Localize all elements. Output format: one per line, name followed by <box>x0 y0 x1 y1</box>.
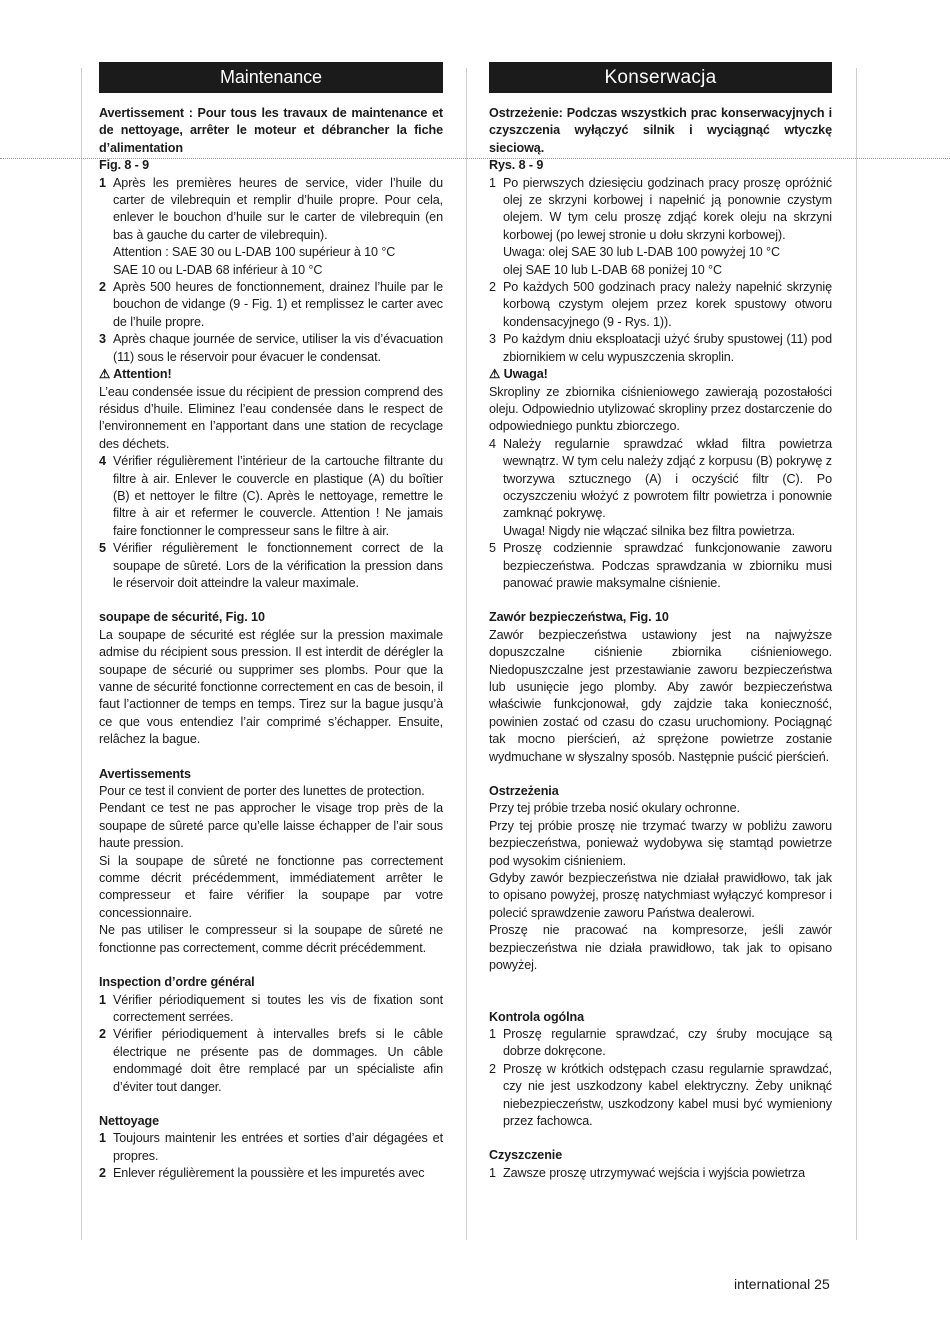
item-text: Proszę regularnie sprawdzać, czy śruby mocujące są dobrze dokręcone. <box>503 1026 832 1059</box>
attention-text: L’eau condensée issue du récipient de pression comprend des résidus d’huile. Eliminez l’eau condensée dans le respect de l’environnement en l’apportant dans une station de recyclage des déchets. <box>99 384 443 451</box>
list-item <box>99 1026 443 1096</box>
cleaning-list <box>99 1130 443 1182</box>
item-number: 2 <box>489 280 496 295</box>
warnings-heading: Ostrzeżenia <box>489 784 559 799</box>
section-title: Maintenance <box>99 62 443 93</box>
list-item <box>489 1165 832 1182</box>
maintenance-list-2 <box>99 453 443 592</box>
warning-paragraph: Przy tej próbie trzeba nosić okulary ochronne. <box>489 801 740 816</box>
valve-heading: soupape de sécurité, Fig. 10 <box>99 610 265 625</box>
item-text: Uwaga! Nigdy nie włączać silnika bez filtra powietrza. <box>503 523 796 538</box>
item-text: Po każdych 500 godzinach pracy należy napełnić skrzynię korbową czystym olejem przez korek spustowy otworu kondensacyjnego (9 - Rys. 1)). <box>503 280 832 329</box>
item-number: 1 <box>99 1131 106 1146</box>
list-item <box>489 1061 832 1131</box>
center-divider <box>466 68 467 1240</box>
warning-paragraph: Si la soupape de sûreté ne fonctionne pas correctement comme décrit précédemment, immédiatement arrêter le compresseur et faire vérifier la soupape par votre concessionnaire. <box>99 853 443 920</box>
inspection-list <box>99 992 443 1096</box>
item-number: 5 <box>489 541 496 556</box>
item-text: Après chaque journée de service, utiliser la vis d’évacuation (11) sous le réservoir pour évacuer le condensat. <box>113 332 443 364</box>
item-text: Après les premières heures de service, vider l’huile du carter de vilebrequin et remplir d’huile propre. Pour cela, enlever le bouchon d’huile sur le carter de vilebrequin (en bas à gauche du carter de vilebrequin). <box>113 175 443 242</box>
item-number: 3 <box>489 332 496 347</box>
warning-paragraph: Ne pas utiliser le compresseur si la soupape de sûreté ne fonctionne pas correctement, comme décrit précédemment. <box>99 923 443 955</box>
inspection-list <box>489 1026 832 1130</box>
section-title: Konserwacja <box>489 62 832 93</box>
warnings-heading: Avertissements <box>99 766 191 781</box>
item-text: Po każdym dniu eksploatacji użyć śruby spustowej (11) pod zbiornikiem w celu wypuszczenia skroplin. <box>503 332 832 364</box>
inspection-heading: Inspection d’ordre général <box>99 975 255 990</box>
item-number: 2 <box>99 1166 106 1181</box>
cleaning-list <box>489 1165 832 1182</box>
maintenance-list-1 <box>99 175 443 366</box>
item-text: Po pierwszych dziesięciu godzinach pracy proszę opróżnić olej ze skrzyni korbowej i napełnić ją ponownie czystym olejem. W tym celu proszę zdjąć korek oleju na skrzyni korbowej (po lewej stronie u dołu skrzyni korbowej). <box>503 175 832 242</box>
warning-paragraph: Gdyby zawór bezpieczeństwa nie działał prawidłowo, tak jak to opisano powyżej, proszę natychmiast wyłączyć kompresor i polecić sprawdzenie zaworu Państwa dealerowi. <box>489 871 832 920</box>
list-item <box>99 540 443 592</box>
cleaning-heading: Czyszczenie <box>489 1148 563 1163</box>
attention-text: Skropliny ze zbiornika ciśnieniowego zawierają pozostałości oleju. Odpowiednio utylizować skropliny przez dostarczenie do odpowiedniego punktu zbiorczego. <box>489 384 832 434</box>
right-margin-rule <box>856 68 857 1240</box>
item-text: Vérifier périodiquement si toutes les vis de fixation sont correctement serrées. <box>113 992 443 1024</box>
list-item <box>99 1130 443 1165</box>
item-number: 1 <box>99 175 106 190</box>
item-text: Vérifier régulièrement le fonctionnement correct de la soupape de sûreté. Lors de la vérification la pression dans le réservoir doit atteindre la valeur maximale. <box>113 541 443 590</box>
item-text: olej SAE 10 lub L-DAB 68 poniżej 10 °C <box>503 262 722 277</box>
item-text: Après 500 heures de fonctionnement, drainez l’huile par le bouchon de vidange (9 - Fig. 1) et remplissez le carter avec de l’huile propre. <box>113 280 443 329</box>
item-text: Attention : SAE 30 ou L-DAB 100 supérieur à 10 °C <box>113 245 396 260</box>
page-footer <box>734 1276 830 1292</box>
left-margin-rule <box>81 68 82 1240</box>
warning-paragraph: Przy tej próbie proszę nie trzymać twarzy w pobliżu zaworu bezpieczeństwa, ponieważ wydobywa się stamtąd powietrze pod wysokim ciśnieniem. <box>489 818 832 868</box>
maintenance-list-2 <box>489 436 832 593</box>
item-text: Uwaga: olej SAE 30 lub L-DAB 100 powyżej 10 °C <box>503 245 780 260</box>
item-text: Należy regularnie sprawdzać wkład filtra powietrza wewnątrz. W tym celu należy zdjąć z korpusu (B) pokrywę z tworzywa sztucznego (A) i oczyścić filtr (C). Po oczyszczeniu włożyć z powrotem filtr powietrza i ponownie zamknąć pokrywę. <box>503 436 832 521</box>
item-number: 4 <box>99 454 106 469</box>
polish-column <box>489 62 832 1182</box>
list-item <box>99 331 443 366</box>
inspection-heading: Kontrola ogólna <box>489 1009 585 1024</box>
warning-paragraph: Pour ce test il convient de porter des lunettes de protection. <box>99 784 425 799</box>
item-number: 1 <box>489 1165 496 1180</box>
valve-heading: Zawór bezpieczeństwa, Fig. 10 <box>489 610 669 625</box>
list-item <box>99 453 443 540</box>
list-item <box>99 175 443 279</box>
item-number: 4 <box>489 436 496 451</box>
french-column <box>99 62 443 1183</box>
item-text: Vérifier régulièrement l’intérieur de la cartouche filtrante du filtre à air. Enlever le couvercle en plastique (A) du boîtier (B) et nettoyer le filtre (C). Après le nettoyage, remettre le filtre à air et refermer le couvercle. Attention ! Ne jamais faire fonctionner le compresseur sans le filtre à air. <box>113 454 443 538</box>
page-number: 25 <box>814 1276 830 1292</box>
list-item <box>489 279 832 331</box>
maintenance-list-1 <box>489 175 832 366</box>
warning-paragraph: Proszę nie pracować na kompresorze, jeśli zawór bezpieczeństwa nie działa prawidłowo, tak jak to opisano powyżej. <box>489 923 832 973</box>
item-text: Zawsze proszę utrzymywać wejścia i wyjścia powietrza <box>503 1165 806 1180</box>
intro-warning: Ostrzeżenie: Podczas wszystkich prac konserwacyjnych i czyszczenia wyłączyć silnik i wyciągnąć wtyczkę sieciową. <box>489 106 832 155</box>
list-item <box>99 1165 443 1182</box>
list-item <box>489 436 832 540</box>
figure-ref: Fig. 8 - 9 <box>99 158 150 173</box>
item-text: Proszę codziennie sprawdzać funkcjonowanie zaworu bezpieczeństwa. Podczas sprawdzania w zbiorniku musi panować prawie maksymalne ciśnienie. <box>503 541 832 590</box>
cleaning-heading: Nettoyage <box>99 1113 159 1128</box>
list-item <box>99 992 443 1027</box>
item-number: 1 <box>99 992 106 1007</box>
item-number: 2 <box>489 1061 496 1076</box>
list-item <box>489 175 832 279</box>
figure-ref: Rys. 8 - 9 <box>489 158 544 173</box>
attention-label: ⚠ Uwaga! <box>489 367 548 382</box>
footer-label: international <box>734 1276 811 1292</box>
intro-warning: Avertissement : Pour tous les travaux de maintenance et de nettoyage, arrêter le moteur et débrancher la fiche d’alimentation <box>99 106 443 155</box>
item-number: 2 <box>99 280 106 295</box>
item-text: Vérifier périodiquement à intervalles brefs si le câble électrique ne présente pas de dommages. Un câble endommagé doit être remplacé par un spécialiste afin d’éviter tout danger. <box>113 1027 443 1094</box>
item-text: Proszę w krótkich odstępach czasu regularnie sprawdzać, czy nie jest uszkodzony kabel elektryczny. Żeby uniknąć niebezpieczeństw, uszkodzony kabel musi być wymieniony przez fachowca. <box>503 1061 832 1128</box>
attention-label: ⚠ Attention! <box>99 367 172 382</box>
item-text: Toujours maintenir les entrées et sorties d’air dégagées et propres. <box>113 1131 443 1163</box>
item-text: Enlever régulièrement la poussière et les impuretés avec <box>113 1166 425 1181</box>
list-item <box>489 331 832 366</box>
warning-paragraph: Pendant ce test ne pas approcher le visage trop près de la soupape de sûreté parce qu’elle laisse échapper de l’air sous haute pression. <box>99 801 443 851</box>
valve-text: La soupape de sécurité est réglée sur la pression maximale admise du récipient sous pression. Il est interdit de dérégler la soupape de sécurié ou supprimer ses plombs. Pour que la vanne de sécurité fonctionne correctement en cas de besoin, il faut l’actionner de temps en temps. Tirez sur la bague jusqu’à ce que vous entendiez l’air comprimé s’échapper. Ensuite, relâchez la bague. <box>99 627 443 747</box>
item-number: 1 <box>489 175 496 190</box>
item-text: SAE 10 ou L-DAB 68 inférieur à 10 °C <box>113 262 323 277</box>
list-item <box>489 540 832 592</box>
item-number: 5 <box>99 541 106 556</box>
valve-text: Zawór bezpieczeństwa ustawiony jest na najwyższe dopuszczalne ciśnienie zbiornika ciśnieniowego. Niedopuszczalne jest przestawianie zaworu bezpieczeństwa lub usunięcie jego plomby. Aby zawór bezpieczeństwa właściwie funkcjonował, gdy zajdzie taka konieczność, powinien zostać od czasu do czasu uruchomiony. Pociągnąć tak mocno pierścień, aż sprężone powietrze zostanie wydmuchane w słyszalny sposób. Następnie puścić pierścień. <box>489 627 832 764</box>
item-number: 3 <box>99 332 106 347</box>
item-number: 1 <box>489 1026 496 1041</box>
item-number: 2 <box>99 1027 106 1042</box>
list-item <box>489 1026 832 1061</box>
list-item <box>99 279 443 331</box>
